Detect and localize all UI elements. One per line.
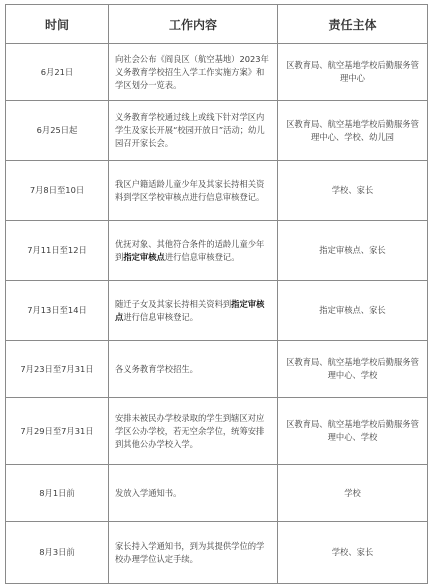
time-cell: 7月29日至7月31日: [6, 398, 109, 465]
table-row: [6, 281, 428, 341]
owner-cell: 学校: [278, 465, 428, 522]
owner-cell: 学校、家长: [278, 522, 428, 584]
owner-cell: 指定审核点、家长: [278, 281, 428, 341]
content-cell: [109, 465, 278, 522]
content-cell: [109, 281, 278, 341]
content-text: 向社会公布《阎良区（航空基地）2023年义务教育学校招生入学工作实施方案》和学区划分一览表。: [115, 53, 269, 90]
content-text: 进行信息审核登记。: [123, 311, 198, 322]
time-cell: 6月21日: [6, 44, 109, 101]
content-text: 进行信息审核登记。: [164, 251, 240, 262]
table-row: [6, 221, 428, 281]
content-cell: [109, 101, 278, 161]
content-text: 安排未被民办学校录取的学生到辖区对应学区公办学校，若无空余学位，统筹安排到其他公办学校入学。: [115, 412, 265, 449]
content-text: 发放入学通知书。: [115, 487, 182, 498]
header-owner: 责任主体: [278, 5, 428, 44]
owner-cell: 区教育局、航空基地学校后勤服务管理中心、学校、幼儿园: [278, 101, 428, 161]
owner-cell: 区教育局、航空基地学校后勤服务管理中心、学校: [278, 398, 428, 465]
content-cell: [109, 398, 278, 465]
designated-checkpoint-emphasis: 指定审核点: [123, 251, 165, 262]
content-text: 各义务教育学校招生。: [115, 363, 198, 374]
content-text: 义务教育学校通过线上或线下针对学区内学生及家长开展“校园开放日”活动；幼儿园召开家长会。: [115, 112, 265, 148]
owner-cell: 指定审核点、家长: [278, 221, 428, 281]
owner-cell: 区教育局、航空基地学校后勤服务管理中心: [278, 44, 428, 101]
table-row: [6, 341, 428, 398]
content-cell: [109, 221, 278, 281]
content-text: 家长持入学通知书，到为其提供学位的学校办理学位认定手续。: [115, 540, 265, 564]
content-cell: [109, 44, 278, 101]
time-cell: 7月11日至12日: [6, 221, 109, 281]
content-cell: [109, 161, 278, 221]
table-row: [6, 161, 428, 221]
header-content: 工作内容: [109, 5, 278, 44]
content-text: 我区户籍适龄儿童少年及其家长持相关资料到学区学校审核点进行信息审核登记。: [115, 178, 265, 202]
table-row: [6, 44, 428, 101]
content-cell: [109, 341, 278, 398]
designated-checkpoint-emphasis: 指定审核点: [115, 298, 265, 322]
header-row: [6, 5, 428, 44]
time-cell: 6月25日起: [6, 101, 109, 161]
time-cell: 7月8日至10日: [6, 161, 109, 221]
table-row: [6, 101, 428, 161]
owner-cell: 区教育局、航空基地学校后勤服务管理中心、学校: [278, 341, 428, 398]
time-cell: 8月1日前: [6, 465, 109, 522]
time-cell: 7月23日至7月31日: [6, 341, 109, 398]
content-cell: [109, 522, 278, 584]
table-row: [6, 522, 428, 584]
enrollment-schedule: [5, 4, 427, 584]
content-text: 优抚对象、其他符合条件的适龄儿童少年到: [115, 238, 265, 262]
table-row: [6, 465, 428, 522]
header-time: 时间: [6, 5, 109, 44]
owner-cell: 学校、家长: [278, 161, 428, 221]
time-cell: 8月3日前: [6, 522, 109, 584]
table-row: [6, 398, 428, 465]
schedule-table: [5, 4, 428, 584]
content-text: 随迁子女及其家长持相关资料到: [115, 298, 232, 309]
time-cell: 7月13日至14日: [6, 281, 109, 341]
